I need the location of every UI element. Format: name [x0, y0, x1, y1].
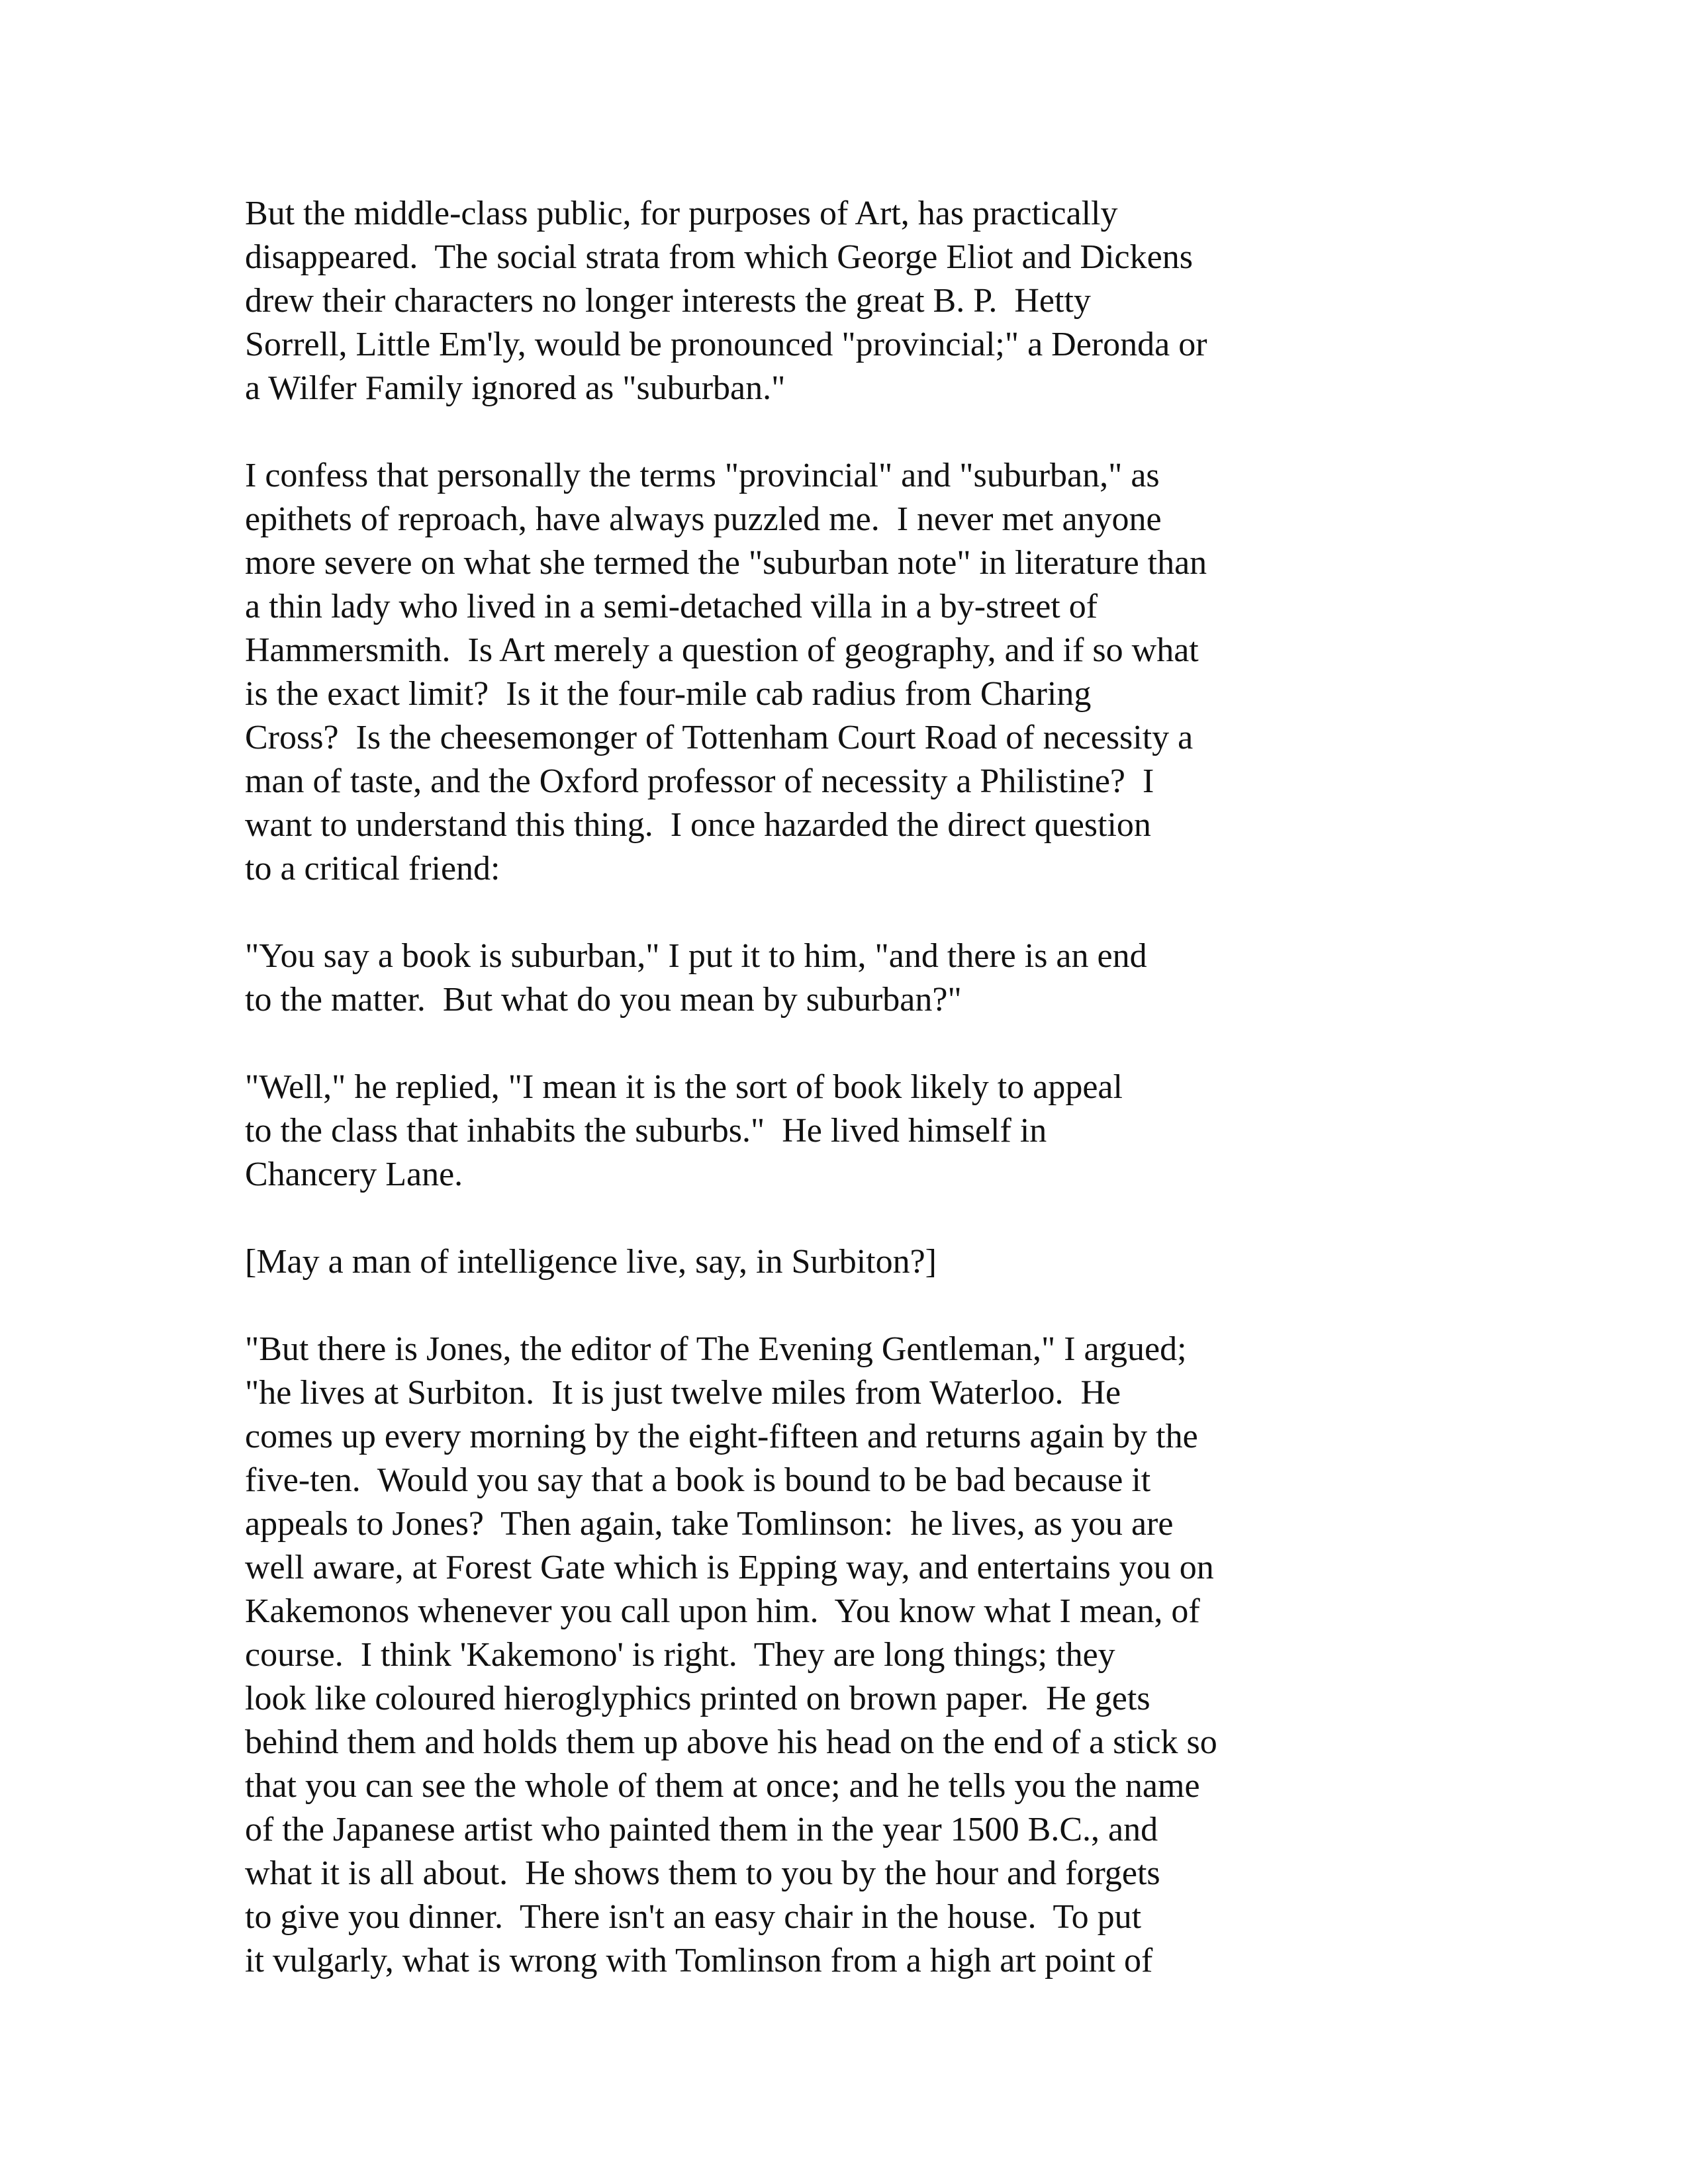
text-line: "Well," he replied, "I mean it is the sort of book likely to appeal — [245, 1068, 1123, 1106]
text-line: well aware, at Forest Gate which is Epping way, and entertains you on — [245, 1549, 1214, 1586]
text-line: behind them and holds them up above his head on the end of a stick so — [245, 1723, 1217, 1761]
paragraph-3 — [245, 934, 1503, 1022]
text-line: Cross? Is the cheesemonger of Tottenham Court Road of necessity a — [245, 719, 1194, 756]
text-line: "he lives at Surbiton. It is just twelve miles from Waterloo. He — [245, 1374, 1121, 1412]
text-line: to the matter. But what do you mean by suburban?" — [245, 981, 962, 1019]
text-line: is the exact limit? Is it the four-mile cab radius from Charing — [245, 675, 1092, 713]
text-line: more severe on what she termed the "suburban note" in literature than — [245, 544, 1207, 582]
text-line: appeals to Jones? Then again, take Tomlinson: he lives, as you are — [245, 1505, 1174, 1543]
text-line: that you can see the whole of them at once; and he tells you the name — [245, 1767, 1200, 1805]
text-line: Chancery Lane. — [245, 1156, 463, 1193]
paragraph-5 — [245, 1240, 1503, 1284]
paragraph-2 — [245, 454, 1503, 891]
paragraph-1 — [245, 192, 1503, 410]
paragraph-6 — [245, 1328, 1503, 1983]
text-line: what it is all about. He shows them to you by the hour and forgets — [245, 1854, 1160, 1892]
text-line: "You say a book is suburban," I put it to him, "and there is an end — [245, 937, 1147, 975]
text-line: comes up every morning by the eight-fifteen and returns again by the — [245, 1418, 1198, 1455]
text-line: Hammersmith. Is Art merely a question of geography, and if so what — [245, 631, 1199, 669]
text-line: But the middle-class public, for purposes of Art, has practically — [245, 195, 1118, 232]
document-page — [245, 192, 1503, 2026]
text-line: I confess that personally the terms "provincial" and "suburban," as — [245, 457, 1160, 494]
text-line: it vulgarly, what is wrong with Tomlinson from a high art point of — [245, 1942, 1153, 1979]
text-line: "But there is Jones, the editor of The Evening Gentleman," I argued; — [245, 1330, 1187, 1368]
text-line: look like coloured hieroglyphics printed on brown paper. He gets — [245, 1680, 1150, 1717]
text-line: Sorrell, Little Em'ly, would be pronounced "provincial;" a Deronda or — [245, 326, 1207, 363]
text-line: Kakemonos whenever you call upon him. You know what I mean, of — [245, 1592, 1200, 1630]
text-line: drew their characters no longer interests the great B. P. Hetty — [245, 282, 1091, 320]
paragraph-4 — [245, 1066, 1503, 1197]
text-line: disappeared. The social strata from which George Eliot and Dickens — [245, 238, 1193, 276]
text-line: course. I think 'Kakemono' is right. They are long things; they — [245, 1636, 1115, 1674]
text-line: to give you dinner. There isn't an easy chair in the house. To put — [245, 1898, 1142, 1936]
text-line: to the class that inhabits the suburbs." He lived himself in — [245, 1112, 1047, 1150]
text-line: man of taste, and the Oxford professor of necessity a Philistine? I — [245, 762, 1154, 800]
text-line: epithets of reproach, have always puzzled me. I never met anyone — [245, 500, 1162, 538]
text-line: [May a man of intelligence live, say, in Surbiton?] — [245, 1243, 937, 1281]
text-line: five-ten. Would you say that a book is bound to be bad because it — [245, 1461, 1151, 1499]
text-line: of the Japanese artist who painted them in the year 1500 B.C., and — [245, 1811, 1158, 1848]
text-line: want to understand this thing. I once hazarded the direct question — [245, 806, 1151, 844]
text-line: a thin lady who lived in a semi-detached villa in a by-street of — [245, 588, 1098, 625]
text-line: a Wilfer Family ignored as "suburban." — [245, 369, 786, 407]
text-line: to a critical friend: — [245, 850, 500, 887]
